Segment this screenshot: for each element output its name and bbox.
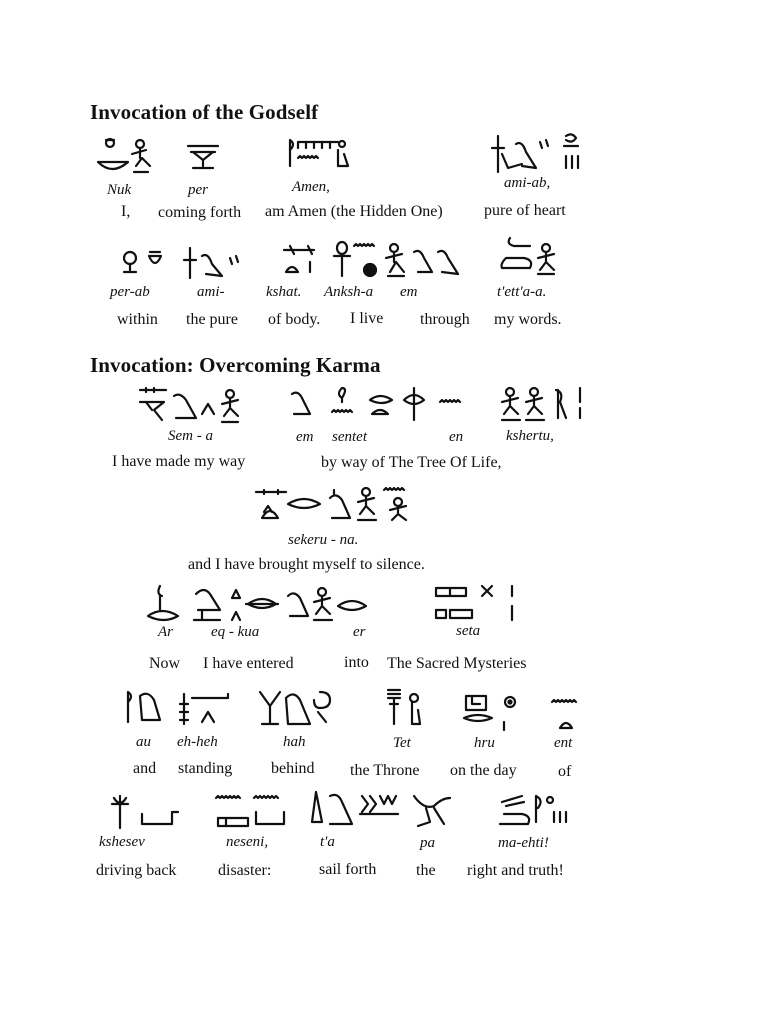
translit-word: er [353,624,366,640]
basket-pot-glyph-icon [118,248,168,278]
translation-word: and [133,760,157,777]
translit-word: ami-ab, [504,175,551,191]
translit-word: per [188,182,208,198]
section-heading: Invocation: Overcoming Karma [90,353,381,377]
translation-word: behind [271,760,315,777]
translit-word: eq - kua [211,624,260,640]
translit-word: kshertu, [506,428,554,444]
translation-word: within [117,311,158,328]
translit-word: ami- [197,284,225,300]
reed-leaf-glyph-icon [498,792,578,832]
translit-word: au [136,734,151,750]
translit-word: pa [420,835,435,851]
bird-glyph-icon [136,386,256,426]
water-ripple-glyph-icon [214,792,290,832]
seated-figure-glyph-icon [384,242,464,280]
translation-word: Now [149,655,181,672]
translation-word: the pure [186,311,238,328]
translation-word: the [416,862,436,879]
translit-word: Amen, [292,179,330,195]
seated-figure-glyph-icon [500,384,590,426]
section-heading: Invocation of the Godself [90,100,319,124]
throne-glyph-icon [384,688,428,730]
translation-word: by way of The Tree Of Life, [321,454,502,471]
translation-word: I have made my way [112,453,246,470]
translation-word: the Throne [350,762,420,779]
translit-word: em [296,429,314,445]
translit-word: eh-heh [177,734,218,750]
reed-leaf-glyph-icon [282,242,322,276]
reed-leaf-glyph-icon [178,690,234,728]
bird-glyph-icon [410,792,456,832]
translation-word: standing [178,760,233,777]
translation-word: pure of heart [484,202,566,219]
ankh-glyph-icon [180,246,250,280]
ankh-glyph-icon [490,132,586,178]
translit-word: ma-ehti! [498,835,549,851]
translation-word: I, [121,203,131,220]
translation-word: and I have brought myself to silence. [188,556,425,573]
translit-word: hah [283,734,306,750]
translation-word: of [558,763,572,780]
water-ripple-glyph-icon [550,698,586,734]
translation-word: of body. [268,311,321,328]
translation-word: right and truth! [467,862,564,879]
seated-figure-glyph-icon [500,234,564,280]
translit-word: per-ab [110,284,150,300]
translation-word: coming forth [158,204,242,221]
bird-glyph-icon [308,790,402,834]
translit-word: kshat. [266,284,302,300]
translation-word: into [344,654,369,671]
translit-word: Ar [158,624,173,640]
water-ripple-glyph-icon [286,384,486,424]
bird-glyph-icon [124,688,164,728]
sun-glyph-icon [462,692,522,732]
translation-word: am Amen (the Hidden One) [265,203,443,220]
translit-word: t'a [320,834,335,850]
translit-word: ent [554,735,573,751]
translit-word: sentet [332,429,367,445]
translation-word: sail forth [319,861,377,878]
ankh-glyph-icon [108,792,184,832]
translation-word: The Sacred Mysteries [387,655,527,672]
translit-word: Nuk [107,182,132,198]
translit-word: en [449,429,464,445]
throne-glyph-icon [254,484,414,528]
translit-word: em [400,284,418,300]
translit-word: t'ett'a-a. [497,284,547,300]
translation-word: through [420,311,470,328]
translit-word: Sem - a [168,428,213,444]
translit-word: kshesev [99,834,145,850]
translit-word: Tet [393,735,411,751]
translit-word: seta [456,623,481,639]
translit-word: neseni, [226,834,269,850]
reed-leaf-glyph-icon [146,584,182,628]
house-glyph-icon [185,142,221,174]
bird-glyph-icon [256,688,336,730]
basket-pot-glyph-icon [96,136,156,178]
ankh-glyph-icon [330,240,380,280]
translation-word: on the day [450,762,517,779]
translation-word: driving back [96,862,177,879]
translation-word: disaster: [218,862,272,879]
translation-word: I have entered [203,655,294,672]
eye-glyph-icon [432,584,522,624]
reed-leaf-glyph-icon [286,136,352,172]
translit-word: hru [474,735,495,751]
translation-word: I live [350,310,384,327]
translation-word: my words. [494,311,562,328]
translit-word: sekeru - na. [288,532,359,548]
translit-word: Anksh-a [324,284,374,300]
